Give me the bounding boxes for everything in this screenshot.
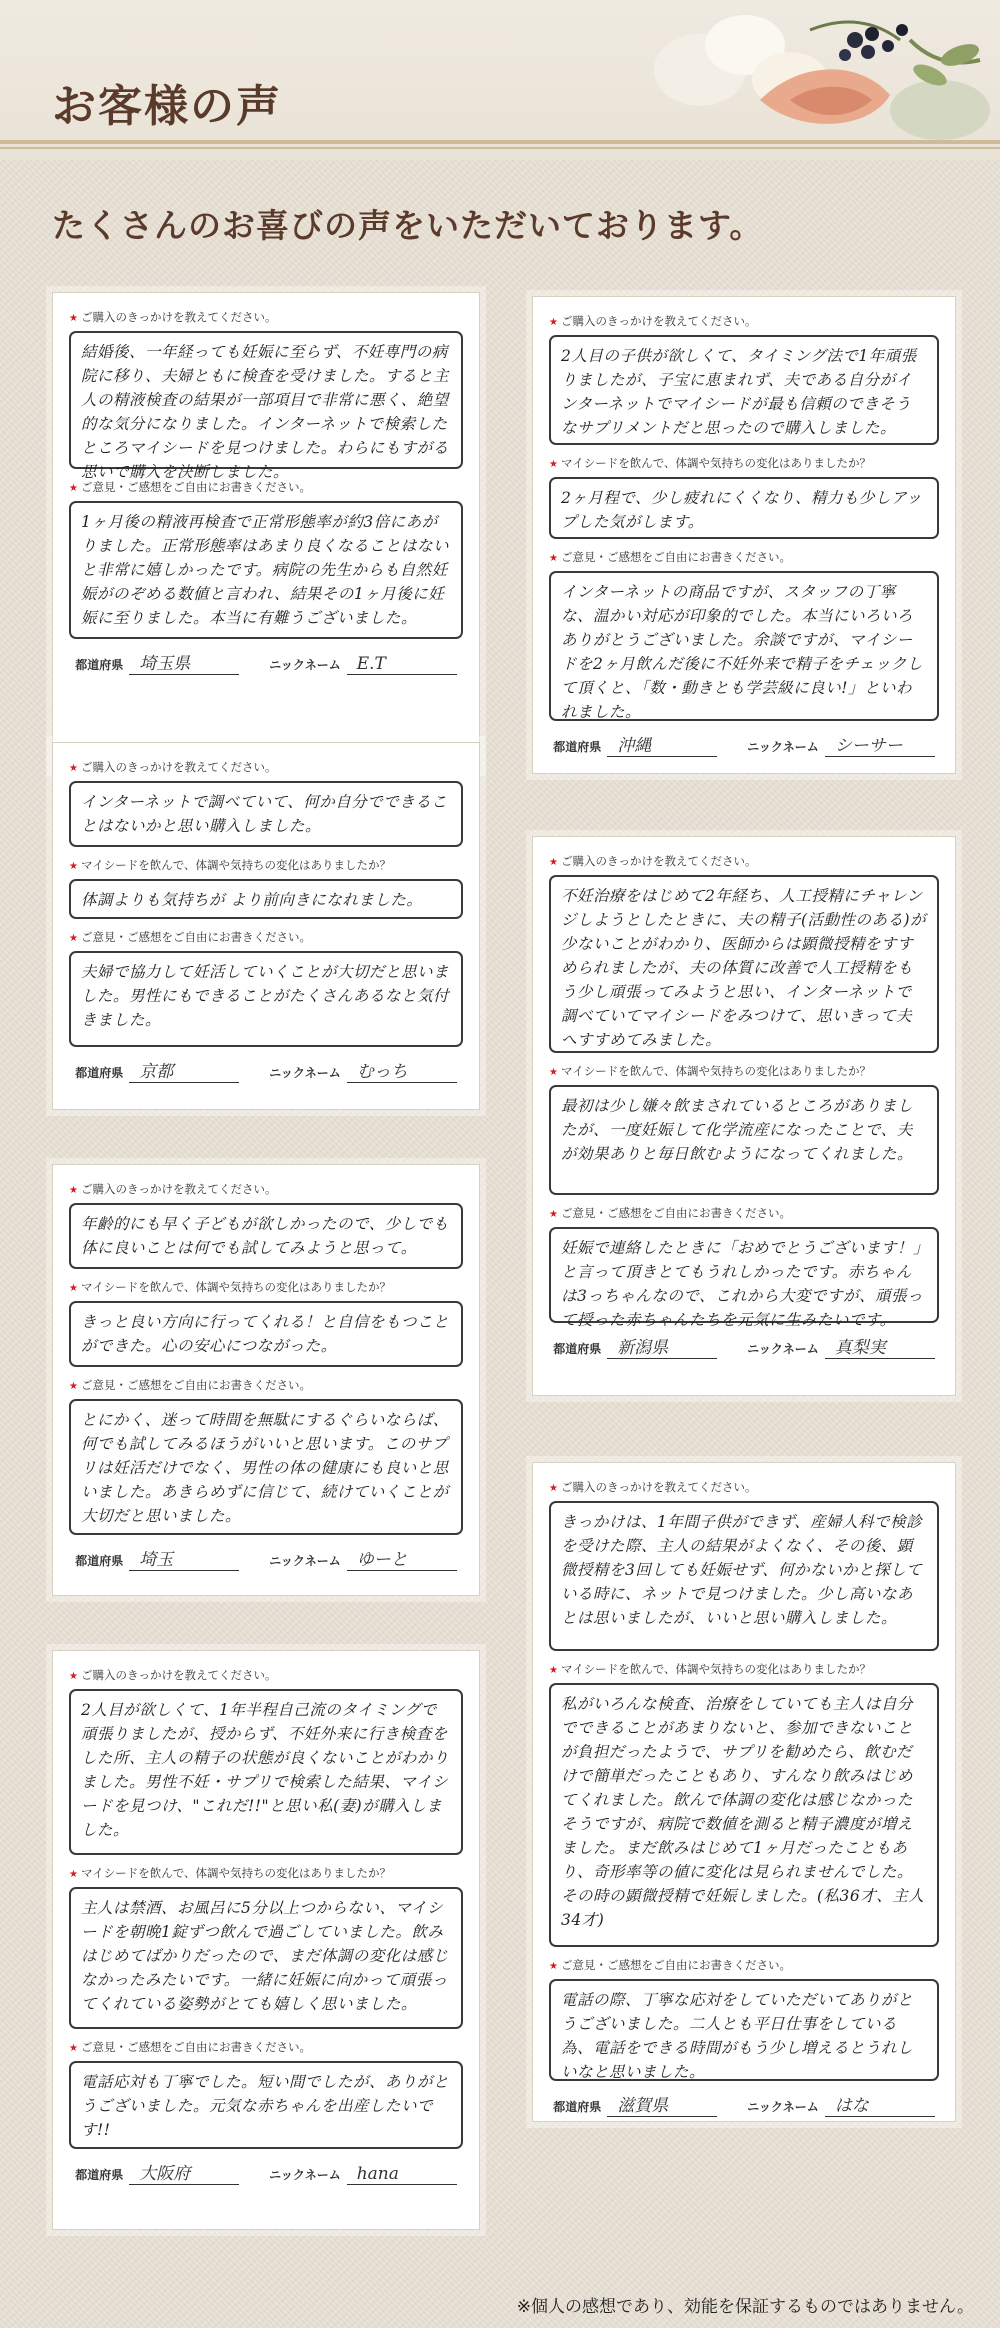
testimonial-card (52, 1164, 480, 1596)
answer-change: 私がいろんな検査、治療をしていても主人は自分でできることがあまりないと、参加できないことが負担だったようで、サプリを勧めたら、飲むだけで簡単だったこともあり、すんなり飲みはじめてくれました。飲んで体調の変化は感じなかったそうですが、病院で数値を測ると精子濃度が増えました。まだ飲みはじめて1ヶ月だったこともあり、奇形率等の値に変化は見られませんでした。その時の顕微授精で妊娠しました。(私36才、主人34才) (549, 1683, 939, 1947)
customer-info: 都道府県 沖縄 ニックネーム シーサー (549, 731, 939, 757)
question-purchase-reason: ★ ご購入のきっかけを教えてください。 (69, 1668, 277, 1682)
answer-comments: 夫婦で協力して妊活していくことが大切だと思いました。男性にもできることがたくさんあるなと気付きました。 (69, 951, 463, 1047)
testimonial-card (52, 292, 480, 770)
customer-info: 都道府県 埼玉県 ニックネーム E.T (69, 649, 463, 675)
answer-purchase-reason: 不妊治療をはじめて2年経ち、人工授精にチャレンジしようとしたときに、夫の精子(活動性のある)が少ないことがわかり、医師からは顕微授精をすすめられましたが、夫の体質に改善で人工授精をもう少し頑張ってみようと思い、インターネットで調べていてマイシードをみつけて、思いきって夫へすすめてみました。 (549, 875, 939, 1053)
question-comments: ★ ご意見・ご感想をご自由にお書きください。 (549, 1958, 791, 1972)
customer-info: 都道府県 滋賀県 ニックネーム はな (549, 2091, 939, 2117)
answer-purchase-reason: 年齢的にも早く子どもが欲しかったので、少しでも体に良いことは何でも試してみようと思って。 (69, 1203, 463, 1269)
prefecture-value: 沖縄 (607, 731, 717, 757)
question-comments: ★ ご意見・ご感想をご自由にお書きください。 (549, 1206, 791, 1220)
star-icon: ★ (549, 1209, 558, 1220)
question-purchase-reason: ★ ご購入のきっかけを教えてください。 (69, 310, 277, 324)
star-icon: ★ (549, 857, 558, 868)
star-icon: ★ (69, 861, 78, 872)
star-icon: ★ (69, 1283, 78, 1294)
prefecture-value: 埼玉県 (129, 649, 239, 675)
testimonial-card (52, 1650, 480, 2230)
star-icon: ★ (69, 313, 78, 324)
nickname-value: E.T (347, 654, 457, 675)
question-purchase-reason: ★ ご購入のきっかけを教えてください。 (549, 314, 757, 328)
answer-change: きっと良い方向に行ってくれる！と自信をもつことができた。心の安心につながった。 (69, 1301, 463, 1367)
testimonial-card (532, 836, 956, 1396)
question-change: ★ マイシードを飲んで、体調や気持ちの変化はありましたか？ (69, 1866, 392, 1880)
star-icon: ★ (69, 933, 78, 944)
nickname-value: シーサー (825, 731, 935, 757)
customer-info: 都道府県 新潟県 ニックネーム 真梨実 (549, 1333, 939, 1359)
question-change: ★ マイシードを飲んで、体調や気持ちの変化はありましたか？ (549, 1064, 872, 1078)
answer-change: 2ヶ月程で、少し疲れにくくなり、精力も少しアップした気がします。 (549, 477, 939, 539)
star-icon: ★ (549, 1665, 558, 1676)
nickname-value: はな (825, 2091, 935, 2117)
question-comments: ★ ご意見・ご感想をご自由にお書きください。 (69, 480, 311, 494)
question-purchase-reason: ★ ご購入のきっかけを教えてください。 (69, 760, 277, 774)
page-title: お客様の声 (52, 81, 282, 132)
prefecture-value: 大阪府 (129, 2159, 239, 2185)
disclaimer-note: ※個人の感想であり、効能を保証するものではありません。 (516, 2297, 974, 2317)
prefecture-value: 京都 (129, 1057, 239, 1083)
answer-purchase-reason: きっかけは、1年間子供ができず、産婦人科で検診を受けた際、主人の結果がよくなく、その後、顕微授精を3回しても妊娠せず、何かないかと探している時に、ネットで見つけました。少し高いなあとは思いましたが、いいと思い購入しました。 (549, 1501, 939, 1651)
page-subtitle: たくさんのお喜びの声をいただいております。 (52, 206, 764, 245)
answer-comments: 電話応対も丁寧でした。短い間でしたが、ありがとうございました。元気な赤ちゃんを出産したいです!! (69, 2061, 463, 2149)
testimonial-card (532, 296, 956, 774)
customer-info: 都道府県 大阪府 ニックネーム hana (69, 2159, 463, 2185)
nickname-value: 真梨実 (825, 1333, 935, 1359)
star-icon: ★ (69, 1869, 78, 1880)
answer-comments: インターネットの商品ですが、スタッフの丁寧な、温かい対応が印象的でした。本当にいろいろありがとうございました。余談ですが、マイシードを2ヶ月飲んだ後に不妊外来で精子をチェックして頂くと、「数・動きとも学芸級に良い!」といわれました。 (549, 571, 939, 721)
question-change: ★ マイシードを飲んで、体調や気持ちの変化はありましたか？ (549, 456, 872, 470)
prefecture-value: 埼玉 (129, 1545, 239, 1571)
prefecture-value: 滋賀県 (607, 2091, 717, 2117)
nickname-value: ゆーと (347, 1545, 457, 1571)
customer-info: 都道府県 京都 ニックネーム むっち (69, 1057, 463, 1083)
answer-comments: とにかく、迷って時間を無駄にするぐらいならば、何でも試してみるほうがいいと思います。このサプリは妊活だけでなく、男性の体の健康にも良いと思いました。あきらめずに信じて、続けていくことが大切だと思いました。 (69, 1399, 463, 1535)
question-change: ★ マイシードを飲んで、体調や気持ちの変化はありましたか？ (69, 1280, 392, 1294)
question-comments: ★ ご意見・ご感想をご自由にお書きください。 (69, 1378, 311, 1392)
answer-purchase-reason: 2人目の子供が欲しくて、タイミング法で1年頑張りましたが、子宝に恵まれず、夫である自分がインターネットでマイシードが最も信頼のできそうなサプリメントだと思ったので購入しました。 (549, 335, 939, 445)
answer-change: 主人は禁酒、お風呂に5分以上つからない、マイシードを朝晩1錠ずつ飲んで過ごしていました。飲みはじめてばかりだったので、まだ体調の変化は感じなかったみたいです。一緒に妊娠に向かって頑張ってくれている姿勢がとても嬉しく思いました。 (69, 1887, 463, 2029)
star-icon: ★ (69, 2043, 78, 2054)
question-purchase-reason: ★ ご購入のきっかけを教えてください。 (549, 854, 757, 868)
answer-change: 最初は少し嫌々飲まされているところがありましたが、一度妊娠して化学流産になったことで、夫が効果ありと毎日飲むようになってくれました。 (549, 1085, 939, 1195)
nickname-value: hana (347, 2164, 457, 2185)
star-icon: ★ (549, 1961, 558, 1972)
question-comments: ★ ご意見・ご感想をご自由にお書きください。 (69, 2040, 311, 2054)
star-icon: ★ (69, 763, 78, 774)
question-comments: ★ ご意見・ご感想をご自由にお書きください。 (69, 930, 311, 944)
answer-comments: 1ヶ月後の精液再検査で正常形態率が約3倍にあがりました。正常形態率はあまり良くなることはないと非常に嬉しかったです。病院の先生からも自然妊娠がのぞめる数値と言われ、結果その1ヶ月後に妊娠に至りました。本当に有難うございました。 (69, 501, 463, 639)
flower-decoration (640, 0, 1000, 150)
answer-change: 体調よりも気持ちが より前向きになれました。 (69, 879, 463, 919)
star-icon: ★ (69, 1185, 78, 1196)
question-change: ★ マイシードを飲んで、体調や気持ちの変化はありましたか？ (69, 858, 392, 872)
star-icon: ★ (549, 1483, 558, 1494)
answer-comments: 電話の際、丁寧な応対をしていただいてありがとうございました。二人とも平日仕事をしている為、電話をできる時間がもう少し増えるとうれしいなと思いました。 (549, 1979, 939, 2081)
star-icon: ★ (69, 1381, 78, 1392)
prefecture-value: 新潟県 (607, 1333, 717, 1359)
star-icon: ★ (69, 1671, 78, 1682)
question-purchase-reason: ★ ご購入のきっかけを教えてください。 (69, 1182, 277, 1196)
answer-comments: 妊娠で連絡したときに「おめでとうございます！」と言って頂きとてもうれしかったです。赤ちゃんは3っちゃんなので、これから大変ですが、頑張って授った赤ちゃんたちを元気に生みたいです。 (549, 1227, 939, 1323)
star-icon: ★ (549, 553, 558, 564)
star-icon: ★ (549, 317, 558, 328)
question-change: ★ マイシードを飲んで、体調や気持ちの変化はありましたか？ (549, 1662, 872, 1676)
answer-purchase-reason: 2人目が欲しくて、1年半程自己流のタイミングで頑張りましたが、授からず、不妊外来に行き検査をした所、主人の精子の状態が良くないことがわかりました。男性不妊・サプリで検索した結果、マイシードを見つけ、"これだ!!"と思い私(妻)が購入しました。 (69, 1689, 463, 1855)
star-icon: ★ (549, 1067, 558, 1078)
answer-purchase-reason: 結婚後、一年経っても妊娠に至らず、不妊専門の病院に移り、夫婦ともに検査を受けました。すると主人の精液検査の結果が一部項目で非常に悪く、絶望的な気分になりました。インターネットで検索したところマイシードを見つけました。わらにもすがる思いで購入を決断しました。 (69, 331, 463, 469)
answer-purchase-reason: インターネットで調べていて、何か自分でできることはないかと思い購入しました。 (69, 781, 463, 847)
question-purchase-reason: ★ ご購入のきっかけを教えてください。 (549, 1480, 757, 1494)
star-icon: ★ (549, 459, 558, 470)
testimonial-card (52, 742, 480, 1110)
question-comments: ★ ご意見・ご感想をご自由にお書きください。 (549, 550, 791, 564)
customer-info: 都道府県 埼玉 ニックネーム ゆーと (69, 1545, 463, 1571)
nickname-value: むっち (347, 1057, 457, 1083)
star-icon: ★ (69, 483, 78, 494)
testimonial-card (532, 1462, 956, 2122)
